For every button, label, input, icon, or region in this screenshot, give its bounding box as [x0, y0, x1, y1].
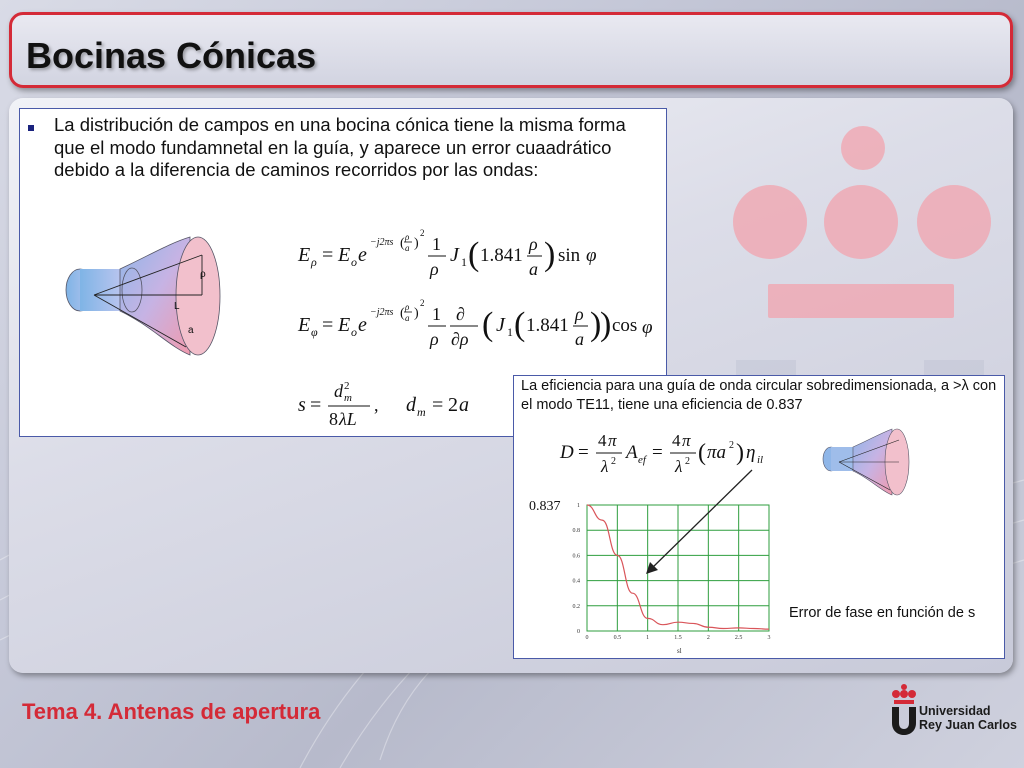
- svg-text:2: 2: [448, 394, 458, 416]
- svg-text:π: π: [682, 431, 691, 450]
- svg-text:1: 1: [432, 234, 441, 254]
- svg-text:e: e: [358, 244, 367, 266]
- y-tick-label: 0.8: [572, 528, 580, 535]
- svg-text:ρ: ρ: [430, 329, 439, 349]
- svg-text:J: J: [496, 314, 505, 336]
- svg-text:−j2πs: −j2πs: [370, 237, 394, 248]
- crown-watermark-icon: [728, 120, 998, 380]
- svg-text:ρ: ρ: [430, 259, 439, 279]
- svg-text:(: (: [514, 306, 526, 343]
- svg-text:2: 2: [729, 440, 734, 451]
- svg-text:1: 1: [461, 255, 467, 269]
- svg-text:E: E: [298, 244, 311, 266]
- svg-text:∂ρ: ∂ρ: [451, 329, 469, 349]
- svg-text:ρ: ρ: [405, 302, 410, 312]
- conical-horn-diagram: [60, 235, 230, 365]
- svg-text:1.841: 1.841: [526, 315, 569, 336]
- svg-text:=: =: [652, 442, 663, 463]
- svg-text:=: =: [322, 244, 334, 266]
- svg-text:4: 4: [598, 431, 607, 450]
- svg-text:): ): [736, 440, 744, 466]
- pointer-arrow-icon: [640, 466, 756, 578]
- rho-label: ρ: [200, 269, 206, 280]
- y-tick-label: 0.4: [572, 578, 580, 585]
- efficiency-text: La eficiencia para una guía de onda circular sobredimensionada, a >λ con el modo TE11, tiene una eficiencia de 0.837: [521, 378, 997, 413]
- radius-label: a: [188, 325, 194, 336]
- svg-text:ρ: ρ: [529, 234, 538, 254]
- svg-text:−j2πs: −j2πs: [370, 307, 394, 318]
- small-horn-diagram: [819, 428, 914, 500]
- svg-text:φ: φ: [586, 245, 597, 266]
- svg-text:E: E: [338, 244, 351, 266]
- title-bar: [9, 12, 1013, 88]
- y-tick-label: 0.6: [572, 553, 580, 560]
- university-logo-icon: [888, 683, 920, 747]
- svg-text:λL: λL: [339, 409, 357, 429]
- svg-text:πa: πa: [707, 442, 727, 463]
- svg-text:(: (: [698, 440, 706, 466]
- svg-text:sin: sin: [558, 245, 581, 266]
- svg-text:o: o: [351, 255, 357, 269]
- x-tick-label: 1.5: [674, 635, 682, 641]
- svg-text:cos: cos: [612, 315, 638, 336]
- footer-topic: Tema 4. Antenas de apertura: [22, 699, 321, 724]
- svg-text:2: 2: [420, 298, 425, 308]
- y-tick-label: 1: [577, 503, 580, 509]
- svg-text:m: m: [344, 392, 352, 404]
- svg-text:A: A: [626, 442, 638, 463]
- svg-text:(: (: [400, 306, 405, 321]
- svg-text:4: 4: [672, 431, 681, 450]
- svg-text:D: D: [560, 442, 574, 463]
- svg-text:1: 1: [432, 304, 441, 324]
- svg-text:): ): [544, 236, 556, 273]
- equation-e-rho: [296, 223, 616, 285]
- equation-e-phi-tail: [642, 319, 662, 343]
- svg-text:1.841: 1.841: [480, 245, 523, 266]
- y-tick-label: 0: [577, 629, 580, 635]
- x-tick-label: 3: [767, 635, 771, 641]
- length-label: L: [174, 301, 180, 312]
- svg-text:1: 1: [507, 325, 513, 339]
- svg-text:e: e: [358, 314, 367, 336]
- svg-text:φ: φ: [311, 325, 318, 339]
- svg-text:=: =: [432, 394, 444, 416]
- svg-text:λ: λ: [675, 457, 683, 476]
- bullet-icon: [28, 125, 34, 131]
- svg-text:a: a: [459, 394, 469, 416]
- x-tick-label: 1: [646, 635, 650, 641]
- svg-text:ρ: ρ: [311, 255, 317, 269]
- svg-text:φ: φ: [642, 319, 653, 338]
- svg-text:): ): [414, 236, 419, 251]
- svg-text:ρ: ρ: [405, 232, 410, 242]
- svg-text:s: s: [298, 394, 306, 416]
- intro-paragraph: La distribución de campos en una bocina cónica tiene la misma forma que el modo fundamnetal en la guía, y aparece un error cuaadrático debido a la diferencia de caminos recorridos por las ondas:: [54, 114, 626, 180]
- svg-text:E: E: [298, 314, 311, 336]
- svg-text:8: 8: [329, 409, 338, 429]
- svg-text:2: 2: [420, 228, 425, 238]
- svg-text:E: E: [338, 314, 351, 336]
- equation-e-phi: [296, 293, 646, 357]
- svg-text:η: η: [746, 442, 756, 463]
- equation-s: [296, 373, 496, 433]
- svg-text:o: o: [351, 325, 357, 339]
- svg-text:=: =: [322, 314, 334, 336]
- svg-text:d: d: [406, 394, 416, 416]
- svg-text:λ: λ: [601, 457, 609, 476]
- svg-text:π: π: [608, 431, 617, 450]
- svg-text:(: (: [400, 236, 405, 251]
- phase-error-caption: Error de fase en función de s: [789, 605, 976, 621]
- x-tick-label: 0: [585, 635, 589, 641]
- svg-text:2: 2: [344, 380, 350, 392]
- svg-text:=: =: [310, 394, 322, 416]
- x-tick-label: 0.5: [613, 635, 622, 641]
- svg-text:a: a: [575, 329, 584, 349]
- svg-text:a: a: [405, 313, 410, 323]
- x-tick-label: 2.5: [734, 635, 743, 641]
- university-name-line2: Rey Juan Carlos: [919, 718, 1017, 732]
- svg-text:m: m: [417, 405, 426, 419]
- svg-text:2: 2: [611, 456, 616, 467]
- svg-text:): ): [414, 306, 419, 321]
- x-tick-label: 2: [706, 635, 710, 641]
- university-name-line1: Universidad: [919, 704, 991, 718]
- y-tick-label: 0.2: [572, 603, 580, 610]
- svg-text:(: (: [482, 306, 494, 343]
- efficiency-annotation: 0.837: [529, 499, 561, 514]
- svg-text:): ): [600, 306, 612, 343]
- svg-text:ef: ef: [638, 454, 646, 466]
- svg-text:,: ,: [374, 395, 379, 415]
- svg-text:il: il: [757, 454, 764, 466]
- svg-text:ρ: ρ: [575, 304, 584, 324]
- svg-text:∂: ∂: [456, 304, 465, 324]
- x-axis-label: sl: [677, 647, 682, 655]
- svg-text:d: d: [334, 381, 343, 401]
- svg-text:): ): [590, 306, 602, 343]
- svg-text:a: a: [529, 259, 538, 279]
- svg-text:J: J: [450, 244, 459, 266]
- slide-title: Bocinas Cónicas: [26, 35, 317, 76]
- svg-text:2: 2: [685, 456, 690, 467]
- svg-text:=: =: [578, 442, 589, 463]
- svg-text:a: a: [405, 243, 410, 253]
- svg-text:(: (: [468, 236, 480, 273]
